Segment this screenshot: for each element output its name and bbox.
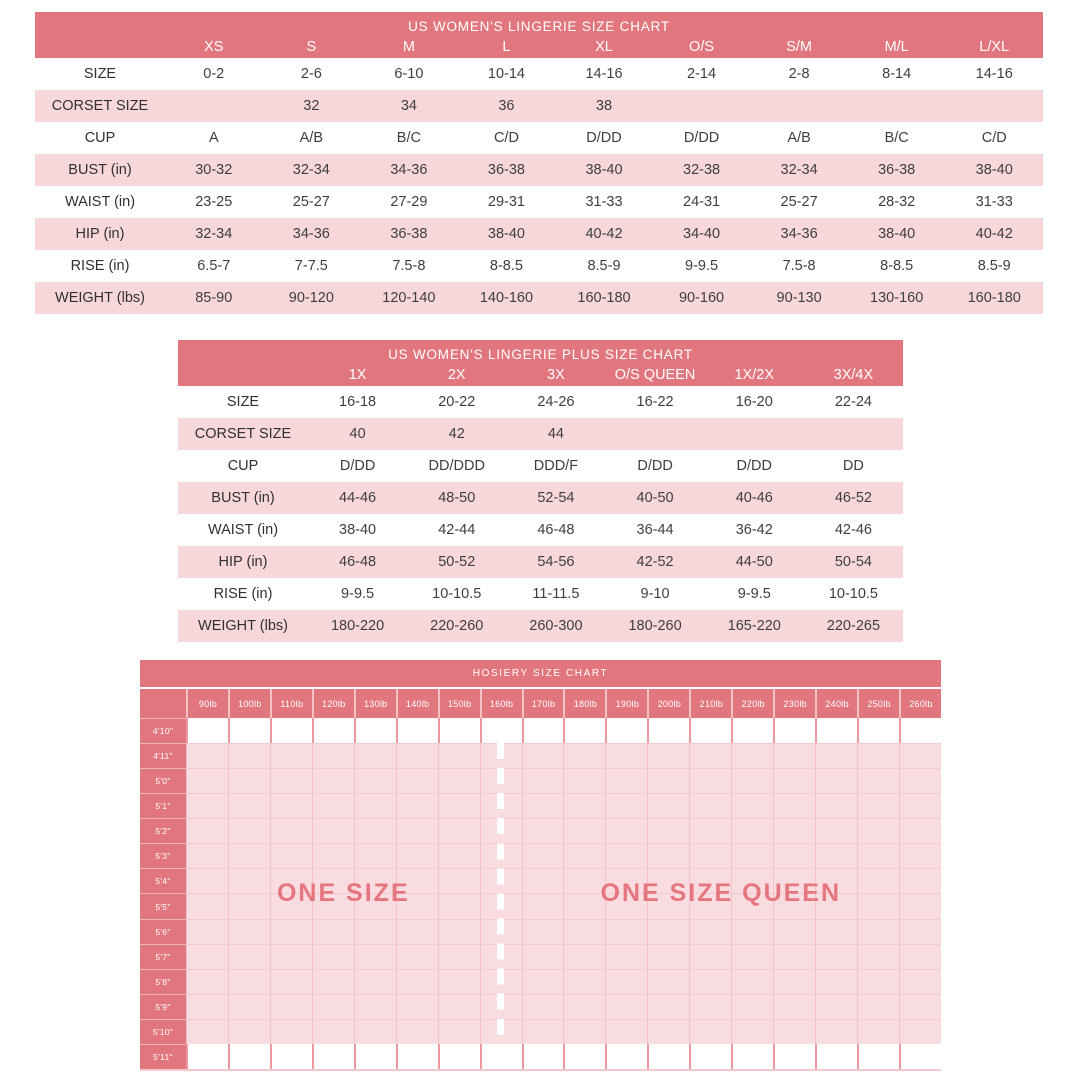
size-value-cell: 27-29 xyxy=(390,194,428,210)
size-value-cell: 38-40 xyxy=(585,162,623,178)
row-label: CORSET SIZE xyxy=(51,98,149,114)
size-value-cell: D/DD xyxy=(637,458,673,474)
size-value-cell: 24-26 xyxy=(537,394,575,410)
column-header: M xyxy=(402,39,415,55)
lingerie-chart-title: US WOMEN'S LINGERIE SIZE CHART xyxy=(408,19,670,34)
size-value-cell: 46-48 xyxy=(537,522,575,538)
size-value-cell: 23-25 xyxy=(195,194,233,210)
size-value-cell: 2-6 xyxy=(300,66,322,82)
row-label: CUP xyxy=(84,130,116,146)
size-value-cell: 90-130 xyxy=(776,290,822,306)
size-value-cell: 36-38 xyxy=(390,226,428,242)
hosiery-cell xyxy=(522,1044,564,1069)
size-value-cell: 34-36 xyxy=(390,162,428,178)
weight-column-header: 90lb xyxy=(186,689,228,718)
size-value-cell: DD/DDD xyxy=(428,458,485,474)
size-value-cell: 36-44 xyxy=(636,522,674,538)
weight-column-header: 100lb xyxy=(228,689,270,718)
size-value-cell: 48-50 xyxy=(438,490,476,506)
size-value-cell: 0-2 xyxy=(203,66,225,82)
size-value-cell: DDD/F xyxy=(533,458,579,474)
plus-size-chart xyxy=(178,340,903,642)
size-value-cell: 260-300 xyxy=(529,618,583,634)
row-label: RISE (in) xyxy=(213,586,273,602)
size-value-cell: 9-9.5 xyxy=(737,586,771,602)
column-header: 1X xyxy=(348,367,367,383)
hosiery-cell xyxy=(354,718,396,743)
hosiery-cell xyxy=(480,1044,522,1069)
table-row xyxy=(178,386,903,418)
size-value-cell: 38-40 xyxy=(339,522,377,538)
size-value-cell: 25-27 xyxy=(780,194,818,210)
size-value-cell: 22-24 xyxy=(834,394,872,410)
weight-column-header: 150lb xyxy=(438,689,480,718)
size-value-cell: 85-90 xyxy=(195,290,233,306)
size-value-cell: A xyxy=(208,130,219,146)
size-value-cell: 52-54 xyxy=(537,490,575,506)
size-value-cell: 7-7.5 xyxy=(294,258,328,274)
column-header: L/XL xyxy=(979,39,1010,55)
table-row xyxy=(35,250,1043,282)
hosiery-cell xyxy=(605,1044,647,1069)
weight-column-header: 200lb xyxy=(647,689,689,718)
size-value-cell: 14-16 xyxy=(585,66,623,82)
row-label: RISE (in) xyxy=(70,258,130,274)
table-row xyxy=(178,514,903,546)
row-label: WEIGHT (lbs) xyxy=(55,290,145,306)
weight-column-header: 130lb xyxy=(354,689,396,718)
size-value-cell: 220-260 xyxy=(430,618,484,634)
size-value-cell: B/C xyxy=(396,130,421,146)
column-header: 3X/4X xyxy=(833,367,874,383)
size-value-cell: A/B xyxy=(787,130,811,146)
table-row xyxy=(178,578,903,610)
size-value-cell: 50-52 xyxy=(438,554,476,570)
size-value-cell: 180-260 xyxy=(628,618,682,634)
height-row-label: 5'8" xyxy=(140,969,186,994)
size-value-cell: 31-33 xyxy=(585,194,623,210)
height-row-label: 5'4" xyxy=(140,868,186,893)
row-label: WEIGHT (lbs) xyxy=(198,618,288,634)
weight-column-header: 210lb xyxy=(689,689,731,718)
size-value-cell: D/DD xyxy=(339,458,376,474)
height-row-label: 5'9" xyxy=(140,994,186,1019)
lingerie-chart-header xyxy=(35,12,1043,58)
size-value-cell: 7.5-8 xyxy=(782,258,816,274)
size-value-cell: 36-38 xyxy=(878,162,916,178)
hosiery-corner-cell xyxy=(140,689,186,718)
size-value-cell: 220-265 xyxy=(826,618,881,634)
hosiery-cell xyxy=(522,718,564,743)
size-value-cell: 46-48 xyxy=(339,554,377,570)
size-value-cell: 32-38 xyxy=(683,162,721,178)
table-row xyxy=(35,282,1043,314)
lingerie-chart-body xyxy=(35,58,1043,314)
row-label: BUST (in) xyxy=(68,162,132,178)
lingerie-column-header-row xyxy=(35,36,1043,58)
height-row-label: 4'10" xyxy=(140,718,186,743)
size-value-cell: 36-38 xyxy=(487,162,525,178)
size-value-cell: 34-36 xyxy=(780,226,818,242)
hosiery-cell xyxy=(354,1044,396,1069)
plus-column-header-row xyxy=(178,364,903,386)
height-row-label: 5'2" xyxy=(140,818,186,843)
size-value-cell: 180-220 xyxy=(330,618,385,634)
weight-column-header: 220lb xyxy=(731,689,773,718)
size-value-cell: 32-34 xyxy=(780,162,818,178)
size-value-cell: 44-50 xyxy=(735,554,773,570)
size-value-cell: 20-22 xyxy=(438,394,476,410)
size-value-cell: 32-34 xyxy=(195,226,233,242)
size-value-cell: 29-31 xyxy=(487,194,525,210)
plus-chart-body xyxy=(178,386,903,642)
weight-column-header: 250lb xyxy=(857,689,899,718)
row-label: HIP (in) xyxy=(75,226,125,242)
hosiery-cell xyxy=(731,1044,773,1069)
column-header: S/M xyxy=(786,39,812,55)
hosiery-cell xyxy=(228,718,270,743)
table-row xyxy=(178,418,903,450)
size-value-cell: A/B xyxy=(299,130,324,146)
size-value-cell: 8-8.5 xyxy=(489,258,523,274)
size-value-cell: 140-160 xyxy=(479,290,534,306)
size-value-cell: 36-42 xyxy=(735,522,773,538)
column-header: O/S QUEEN xyxy=(614,367,696,383)
size-value-cell: 32-34 xyxy=(292,162,330,178)
hosiery-cell xyxy=(815,718,857,743)
size-value-cell: 16-20 xyxy=(735,394,773,410)
hosiery-cell xyxy=(605,718,647,743)
hosiery-cell xyxy=(731,718,773,743)
size-value-cell: 10-14 xyxy=(487,66,525,82)
hosiery-cell xyxy=(857,1044,899,1069)
size-value-cell: 9-9.5 xyxy=(685,258,719,274)
size-value-cell: 7.5-8 xyxy=(392,258,426,274)
table-row xyxy=(35,90,1043,122)
hosiery-cell xyxy=(312,1044,354,1069)
size-value-cell: DD xyxy=(842,458,864,474)
row-label: HIP (in) xyxy=(218,554,268,570)
size-value-cell: 40-42 xyxy=(975,226,1013,242)
hosiery-cell xyxy=(228,1044,270,1069)
weight-column-header: 260lb xyxy=(899,689,941,718)
height-row-label: 5'10" xyxy=(140,1019,186,1044)
hosiery-cell xyxy=(186,718,228,743)
size-value-cell: 6.5-7 xyxy=(197,258,231,274)
hosiery-cell xyxy=(438,718,480,743)
size-value-cell: 40-46 xyxy=(735,490,773,506)
plus-chart-header xyxy=(178,340,903,386)
weight-column-header: 240lb xyxy=(815,689,857,718)
hosiery-cell xyxy=(689,1044,731,1069)
column-header: L xyxy=(502,39,511,55)
table-row xyxy=(178,546,903,578)
size-value-cell: 8-8.5 xyxy=(880,258,914,274)
size-value-cell: 42 xyxy=(448,426,465,442)
hosiery-chart-title: HOSIERY SIZE CHART xyxy=(140,660,941,687)
size-value-cell: 9-10 xyxy=(640,586,670,602)
size-value-cell: 38-40 xyxy=(487,226,525,242)
height-row-label: 5'6" xyxy=(140,919,186,944)
size-value-cell: 2-8 xyxy=(788,66,810,82)
size-value-cell: 8-14 xyxy=(882,66,912,82)
hosiery-cell xyxy=(773,1044,815,1069)
hosiery-weight-header-row xyxy=(140,689,941,718)
size-value-cell: 160-180 xyxy=(577,290,631,306)
table-row xyxy=(35,186,1043,218)
hosiery-cell xyxy=(396,1044,438,1069)
size-value-cell: 30-32 xyxy=(195,162,233,178)
size-value-cell: 10-10.5 xyxy=(828,586,878,602)
row-label: SIZE xyxy=(226,394,260,410)
table-row xyxy=(35,218,1043,250)
hosiery-cell xyxy=(899,1044,941,1069)
hosiery-cell xyxy=(186,1044,228,1069)
size-value-cell: 2-14 xyxy=(687,66,717,82)
weight-column-header: 190lb xyxy=(605,689,647,718)
weight-column-header: 110lb xyxy=(270,689,312,718)
size-value-cell: 42-52 xyxy=(636,554,674,570)
hosiery-cell xyxy=(773,718,815,743)
size-value-cell: 38 xyxy=(595,98,613,114)
hosiery-cell xyxy=(857,718,899,743)
hosiery-cell xyxy=(438,1044,480,1069)
column-header: XS xyxy=(204,39,224,55)
size-value-cell: 42-46 xyxy=(834,522,872,538)
hosiery-size-chart xyxy=(140,660,941,1071)
size-value-cell: 165-220 xyxy=(727,618,781,634)
size-value-cell: 90-160 xyxy=(678,290,725,306)
size-value-cell: 38-40 xyxy=(878,226,916,242)
hosiery-cell xyxy=(563,718,605,743)
hosiery-cell xyxy=(270,718,312,743)
table-row xyxy=(35,58,1043,90)
size-value-cell: 36 xyxy=(498,98,515,114)
row-label: CUP xyxy=(227,458,259,474)
size-value-cell: 40-42 xyxy=(585,226,623,242)
hosiery-cell xyxy=(396,718,438,743)
size-value-cell: D/DD xyxy=(683,130,720,146)
size-value-cell: 28-32 xyxy=(878,194,916,210)
weight-column-header: 120lb xyxy=(312,689,354,718)
plus-chart-title: US WOMEN'S LINGERIE PLUS SIZE CHART xyxy=(388,347,693,362)
size-value-cell: 24-31 xyxy=(683,194,721,210)
size-value-cell: 9-9.5 xyxy=(341,586,375,602)
hosiery-cell xyxy=(647,1044,689,1069)
size-value-cell: D/DD xyxy=(736,458,772,474)
lingerie-size-chart xyxy=(35,12,1043,314)
table-row xyxy=(35,122,1043,154)
size-value-cell: 120-140 xyxy=(382,290,436,306)
size-value-cell: 11-11.5 xyxy=(532,586,580,602)
column-header: 1X/2X xyxy=(734,367,774,383)
table-row xyxy=(178,610,903,642)
size-value-cell: 34-40 xyxy=(683,226,721,242)
hosiery-cell xyxy=(899,718,941,743)
column-header: S xyxy=(306,39,317,55)
hosiery-cell xyxy=(270,1044,312,1069)
size-value-cell: 40 xyxy=(349,426,366,442)
size-value-cell: 40-50 xyxy=(636,490,674,506)
size-value-cell: 8.5-9 xyxy=(587,258,621,274)
row-label: WAIST (in) xyxy=(207,522,279,538)
table-row xyxy=(35,154,1043,186)
size-value-cell: 14-16 xyxy=(975,66,1013,82)
height-row-label: 4'11" xyxy=(140,743,186,768)
row-label: WAIST (in) xyxy=(64,194,136,210)
size-value-cell: 46-52 xyxy=(834,490,872,506)
size-value-cell: 50-54 xyxy=(834,554,872,570)
size-value-cell: 42-44 xyxy=(438,522,476,538)
table-row xyxy=(178,450,903,482)
height-row-label: 5'3" xyxy=(140,843,186,868)
hosiery-cell xyxy=(312,718,354,743)
size-value-cell: 16-18 xyxy=(339,394,377,410)
size-value-cell: C/D xyxy=(981,130,1007,146)
hosiery-cell xyxy=(480,718,522,743)
hosiery-cell xyxy=(689,718,731,743)
size-value-cell: 32 xyxy=(303,98,320,114)
size-value-cell: 44 xyxy=(547,426,564,442)
size-value-cell: 6-10 xyxy=(394,66,424,82)
size-value-cell: 25-27 xyxy=(292,194,330,210)
row-label: BUST (in) xyxy=(211,490,275,506)
size-value-cell: 160-180 xyxy=(967,290,1021,306)
column-header: O/S xyxy=(689,39,715,55)
size-value-cell: 16-22 xyxy=(636,394,674,410)
weight-column-header: 140lb xyxy=(396,689,438,718)
row-label: CORSET SIZE xyxy=(194,426,292,442)
table-row xyxy=(178,482,903,514)
size-value-cell: 130-160 xyxy=(870,290,924,306)
one-size-queen-region-label: ONE SIZE QUEEN xyxy=(600,878,842,907)
column-header: 3X xyxy=(547,367,565,383)
one-size-region-label: ONE SIZE xyxy=(276,878,410,907)
hosiery-cell xyxy=(563,1044,605,1069)
size-value-cell: 34 xyxy=(400,98,417,114)
column-header: 2X xyxy=(447,367,466,383)
size-value-cell: 34-36 xyxy=(292,226,330,242)
size-value-cell: B/C xyxy=(884,130,909,146)
column-header: M/L xyxy=(884,39,909,55)
size-value-cell: D/DD xyxy=(586,130,622,146)
weight-column-header: 160lb xyxy=(480,689,522,718)
height-row-label: 5'11" xyxy=(140,1044,186,1069)
height-row-label: 5'7" xyxy=(140,944,186,969)
hosiery-cell xyxy=(647,718,689,743)
size-value-cell: C/D xyxy=(493,130,519,146)
size-value-cell: 54-56 xyxy=(537,554,575,570)
size-value-cell: 44-46 xyxy=(339,490,377,506)
hosiery-cell xyxy=(815,1044,857,1069)
weight-column-header: 230lb xyxy=(773,689,815,718)
size-value-cell: 8.5-9 xyxy=(977,258,1011,274)
weight-column-header: 170lb xyxy=(522,689,564,718)
height-row-label: 5'1" xyxy=(140,793,186,818)
height-row-label: 5'0" xyxy=(140,768,186,793)
row-label: SIZE xyxy=(83,66,117,82)
size-value-cell: 31-33 xyxy=(975,194,1013,210)
size-value-cell: 90-120 xyxy=(288,290,334,306)
size-value-cell: 38-40 xyxy=(975,162,1013,178)
weight-column-header: 180lb xyxy=(563,689,605,718)
height-row-label: 5'5" xyxy=(140,893,186,918)
size-value-cell: 10-10.5 xyxy=(432,586,482,602)
column-header: XL xyxy=(595,39,613,55)
